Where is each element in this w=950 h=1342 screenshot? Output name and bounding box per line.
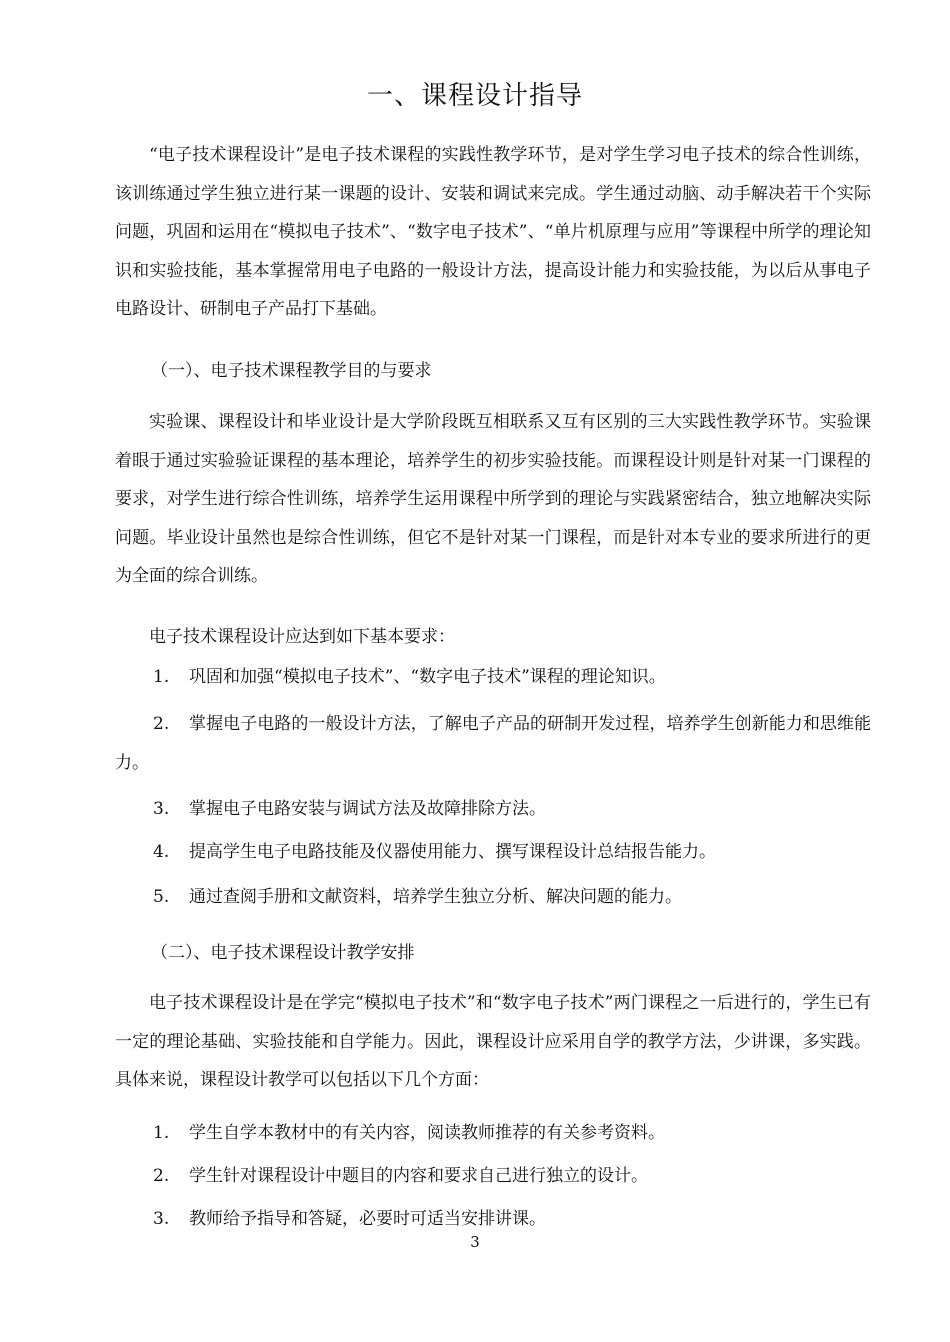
arrangement-item (115, 1157, 871, 1196)
list-item-text: 掌握电子电路安装与调试方法及故障排除方法。 (189, 799, 546, 819)
page-title: 一、课程设计指导 (366, 81, 583, 111)
list-number: 1. (153, 1123, 170, 1143)
requirement-item (115, 833, 871, 872)
section2-paragraph: 电子技术课程设计是在学完“模拟电子技术”和“数字电子技术”两门课程之一后进行的，学生已有一定的理论基础、实验技能和自学能力。因此，课程设计应采用自学的教学方法，少讲课，多实践。具体来说，课程设计教学可以包括以下几个方面： (115, 993, 871, 1091)
list-item-text: 掌握电子电路的一般设计方法，了解电子产品的研制开发过程，培养学生创新能力和思维能力。 (115, 714, 871, 773)
requirement-item (115, 878, 871, 917)
list-number: 1. (153, 667, 170, 687)
requirement-item (115, 790, 871, 829)
requirement-item (115, 658, 871, 697)
requirements-intro: 电子技术课程设计应达到如下基本要求： (149, 627, 455, 647)
section-heading-1: （一）、电子技术课程教学目的与要求 (151, 361, 432, 381)
list-item-text: 学生自学本教材中的有关内容，阅读教师推荐的有关参考资料。 (189, 1123, 665, 1143)
list-number: 2. (153, 1166, 170, 1186)
list-number: 3. (153, 1209, 170, 1229)
list-item-text: 通过查阅手册和文献资料，培养学生独立分析、解决问题的能力。 (189, 887, 682, 907)
intro-paragraph: “电子技术课程设计”是电子技术课程的实践性教学环节，是对学生学习电子技术的综合性训练，该训练通过学生独立进行某一课题的设计、安装和调试来完成。学生通过动脑、动手解决若干个实际问题，巩固和运用在“模拟电子技术”、“数字电子技术”、“单片机原理与应用”等课程中所学的理论知识和实验技能，基本掌握常用电子电路的一般设计方法，提高设计能力和实验技能，为以后从事电子电路设计、研制电子产品打下基础。 (115, 145, 871, 320)
list-item-text: 教师给予指导和答疑，必要时可适当安排讲课。 (189, 1209, 546, 1229)
arrangement-item (115, 1114, 871, 1153)
list-number: 2. (153, 714, 170, 734)
list-item-text: 巩固和加强“模拟电子技术”、“数字电子技术”课程的理论知识。 (189, 667, 666, 687)
page-number: 3 (470, 1233, 480, 1251)
section1-paragraph: 实验课、课程设计和毕业设计是大学阶段既互相联系又互有区别的三大实践性教学环节。实验课着眼于通过实验验证课程的基本理论，培养学生的初步实验技能。而课程设计则是针对某一门课程的要求，对学生进行综合性训练，培养学生运用课程中所学到的理论与实践紧密结合，独立地解决实际问题。毕业设计虽然也是综合性训练，但它不是针对某一门课程，而是针对本专业的要求所进行的更为全面的综合训练。 (115, 412, 871, 587)
list-item-text: 学生针对课程设计中题目的内容和要求自己进行独立的设计。 (189, 1166, 648, 1186)
list-number: 5. (153, 887, 170, 907)
requirement-item (115, 705, 871, 782)
list-number: 4. (153, 842, 170, 862)
section-heading-2: （二）、电子技术课程设计教学安排 (151, 943, 415, 963)
list-item-text: 提高学生电子电路技能及仪器使用能力、撰写课程设计总结报告能力。 (189, 842, 716, 862)
list-number: 3. (153, 799, 170, 819)
